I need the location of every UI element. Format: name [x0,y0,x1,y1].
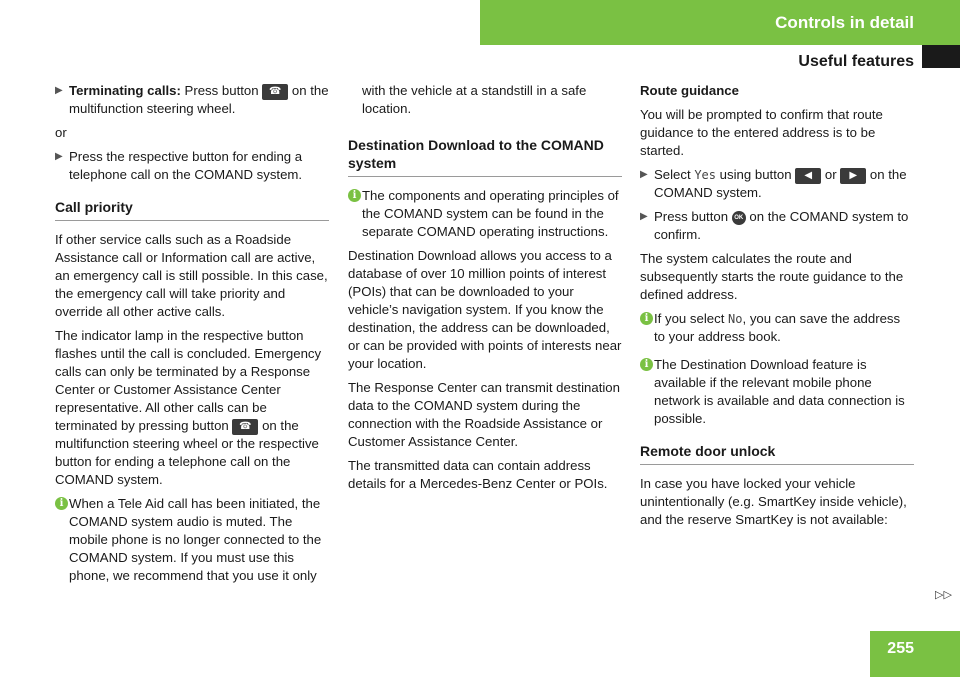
paragraph: In case you have locked your vehicle unintentionally (e.g. SmartKey inside vehicle), and the reserve SmartKey is not available: [640,476,907,527]
step-press-ok: ▶ Press button OK on the COMAND system to confirm. [640,209,909,242]
info-icon: i [348,189,361,202]
section-heading-destination-download: Destination Download to the COMAND system [348,136,622,177]
column-3 [640,82,914,535]
column-2 [348,82,622,499]
section-heading-call-priority: Call priority [55,198,329,221]
paragraph-continued: with the vehicle at a standstill in a safe location. [362,83,587,116]
header-tab-marker [922,45,960,68]
or-text: or [55,125,67,140]
ok-button-icon: OK [732,211,746,225]
step-arrow-icon: ▶ [55,85,63,96]
end-call-icon: ☎ [232,419,258,435]
info-note: i The Destination Download feature is available if the relevant mobile phone network is available and data connection is possible. [640,356,914,428]
chapter-title: Controls in detail [775,12,914,32]
page-number: 255 [870,631,960,677]
step-terminating-calls: ▶ Terminating calls: Press button ☎ on the multifunction steering wheel. [55,83,329,116]
info-note: i The components and operating principles of the COMAND system can be found in the separate COMAND operating instructions. [348,187,622,241]
info-icon: i [55,497,68,510]
step-arrow-icon: ▶ [640,211,648,222]
end-call-icon: ☎ [262,84,288,100]
paragraph: The transmitted data can contain address details for a Mercedes-Benz Center or POIs. [348,458,608,491]
paragraph: The Response Center can transmit destination data to the COMAND system during the connection with the Roadside Assistance or Customer Assistance Center. [348,380,620,449]
step-arrow-icon: ▶ [55,151,63,162]
step-select-yes: ▶ Select Yes using button ◀ or ▶ on the COMAND system. [640,167,907,200]
continued-icon: ▷▷ [935,589,952,601]
step-end-call-comand: ▶ Press the respective button for ending a telephone call on the COMAND system. [55,149,303,182]
chapter-header [480,0,960,45]
step-label: Terminating calls: [69,83,181,98]
paragraph: Destination Download allows you access to a database of over 10 million points of interest (POIs) that can be downloaded to your vehicle’s navigation system. If you know the destination, the address can be downloaded, or can be provided with points of interests near your location. [348,248,622,371]
subheading-route-guidance: Route guidance [640,83,739,98]
paragraph: You will be prompted to confirm that route guidance to the entered address is to be started. [640,107,883,158]
paragraph: The indicator lamp in the respective button flashes until the call is concluded. Emergency calls can only be terminated by a Response Center or Customer Assistance Center representative. All other calls can be terminated by pressing button ☎ on the multifunction steering wheel or the respective button for ending a telephone call on the COMAND system. [55,328,322,487]
column-1 [55,82,329,591]
section-heading-remote-door-unlock: Remote door unlock [640,442,914,465]
info-note: i If you select No, you can save the address to your address book. [640,310,914,346]
yes-option: Yes [694,168,717,182]
step-arrow-icon: ▶ [640,169,648,180]
no-option: No [728,312,743,326]
right-arrow-button-icon: ▶ [840,168,866,184]
left-arrow-button-icon: ◀ [795,168,821,184]
info-icon: i [640,312,653,325]
paragraph: If other service calls such as a Roadside Assistance call or Information call are active, an emergency call is still possible. In this case, the emergency call will take priority and override all other active calls. [55,232,328,319]
info-note: i When a Tele Aid call has been initiated, the COMAND system audio is muted. The mobile phone is no longer connected to the COMAND system. If you must use this phone, we recommend that you use it only [55,495,329,585]
paragraph: The system calculates the route and subsequently starts the route guidance to the defined address. [640,251,904,302]
section-title: Useful features [798,53,914,70]
info-icon: i [640,358,653,371]
